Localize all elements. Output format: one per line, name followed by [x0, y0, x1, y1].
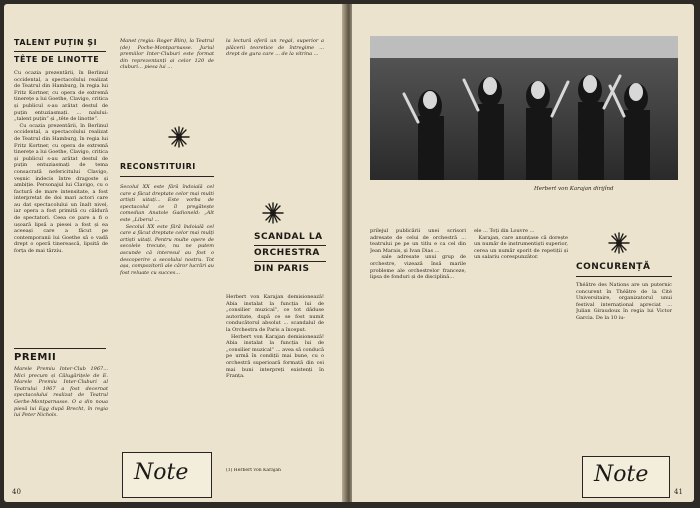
note-label-left: Note: [134, 460, 189, 485]
column-two-top: Manet (regia: Roger Blin), la Teatrul (de) Poche-Montparnasse. Juriul premiilor Inter-Cluburi este format din reprezentanți ai celor 120 de cluburi... piesa lui ...: [120, 38, 214, 71]
photo-caption: Herbert von Karajan dirijînd: [534, 186, 614, 192]
concurenta-rule: [576, 276, 672, 277]
orchestra-photograph: [370, 36, 678, 180]
right-column-one: prilejul publicării unei scrisori adresate de celui de orchestră ... teatrului pe pe un titlu e ca cel din Jean Marais, și Ivan Dias ... sale adresate unui grup de orchestre, vizează însă marile probleme ale orchestrelor franceze, lipsa de fonduri și de disciplină...: [370, 228, 466, 281]
herbert-footnote: (1) Herbert von Karajan: [226, 468, 281, 473]
note-label-right: Note: [594, 462, 649, 487]
reconstituiri-rule: [120, 176, 214, 177]
column-three-top: la lectură oferă un regal, superior a plăcerii teoretice de întregime ... drept de gura care ... de la vitrina ...: [226, 38, 324, 58]
page-number-right: 41: [674, 488, 683, 496]
headline-reconstituiri: RECONSTITUIRI: [120, 162, 196, 171]
concurenta-text: Théâtre des Nations are un puternic concurent în Théâtre de la Cité Universitaire, organizatorul unui festival internațional apreciat ... Julian Giraudoux în regia lui Victor Garcia. De la 10 iu-: [576, 282, 672, 321]
reconstituiri-text: Secolul XX este fără îndoială cel care a făcut dreptate celor mai multi artiști uitați... Este vorba de spectacolul ce îl pregătește comedian Anatole Gadioneld: „Alt este „Liberul ... Secolul XX este fără îndoială cel care a făcut dreptate celor mai mulți artiști uitați. Pentru multe opere de secolele trecute, nu ne putem ascunde că interesul au fost o descoperire a secolului nostru. Tot așa, compozitorii ale căror lucrări au fost reluate cu succes...: [120, 184, 214, 276]
asterisk-icon: [262, 202, 284, 224]
karajan-photo: [370, 36, 678, 180]
right-column-two: ele ... Toți din Louvre ... Karajan, care anunțase că dorește un număr de instrumentiști superior, cerea un număr sporit de repetiții și un salariu corespunzător.: [474, 228, 568, 261]
right-page: [352, 4, 694, 502]
asterisk-icon: [168, 126, 190, 148]
talent-article-text: Cu ocazia prezentării, în Berlinul occidental, a spectacolului realizat de Teatrul din Hamburg, în regia lui Fritz Kortner, cu opera de extremă tinerețe a lui Goethe, Clavigo, critica și publicul s-au arătat destul de puțin entuziasmați. ... nalului: „talent puțin” și „tête de linotte”. Cu ocazia prezentării, în Berlinul occidental, a spectacolului realizat de Teatrul din Hamburg, în regia lui Fritz Kortner, cu opera de extremă tinerețe a lui Goethe, Clavigo, critica și publicul s-au arătat destul de puțin entuziasmați de tema consacrată nefericitului Clavigo, veșnic indecis între dragoste și ambiție. Personajul lui Clavigo, cu o factură de mare intensitate, a fost interpretat de doi mari actori care au dat spectacolului un înalt nivel, iar opera a fost primită cu căldură de spectatori. Ceea ce pare a fi o ușoară lipsă a piesei a fost și ea aceeași care a făcut pe contemporanii lui Goethe să o vadă drept o operă tinerească, lipsită de forța de mai târziu.: [14, 70, 108, 255]
headline-scandal: SCANDAL LA ORCHESTRA DIN PARIS: [254, 232, 326, 275]
premii-text: Marele Premiu Inter-Club 1967... Mici precum și Călugărițele de E. Marele Premiu Inter-Cluburi al Teatrului 1967 a fost decernat spectacolului realizat de Teatrul Gerbe-Montparnasse. O a din noua piesă lui Egg după Brecht, în regia lui Peter Nichols.: [14, 366, 108, 419]
scandal-article-text: Herbert von Karajan demisionează! Abia instalat la funcția lui de „consilier muzical”, ce tot dăduse autoritate, după ce se fost numit conducătorul absolut ... scandalul de la Orchestra de Paris a început. Herbert von Karajan demisionează! Abia instalat la funcția lui de „consilier muzical” ... avea să conducă pe urmă în condiții mai bune, cu o orchestră superioară formată din cei mai buni interpreți existenți în Franța.: [226, 294, 324, 380]
left-page: [4, 4, 344, 502]
asterisk-icon: [608, 232, 630, 254]
premii-rule: [14, 348, 106, 349]
headline-talent: TALENT PUȚIN ȘI TÊTE DE LINOTTE: [14, 38, 106, 65]
headline-premii: PREMII: [14, 352, 57, 363]
right-column-three: [588, 214, 678, 224]
page-number-left: 40: [12, 488, 21, 496]
headline-concurenta: CONCURENȚĂ: [576, 262, 651, 272]
